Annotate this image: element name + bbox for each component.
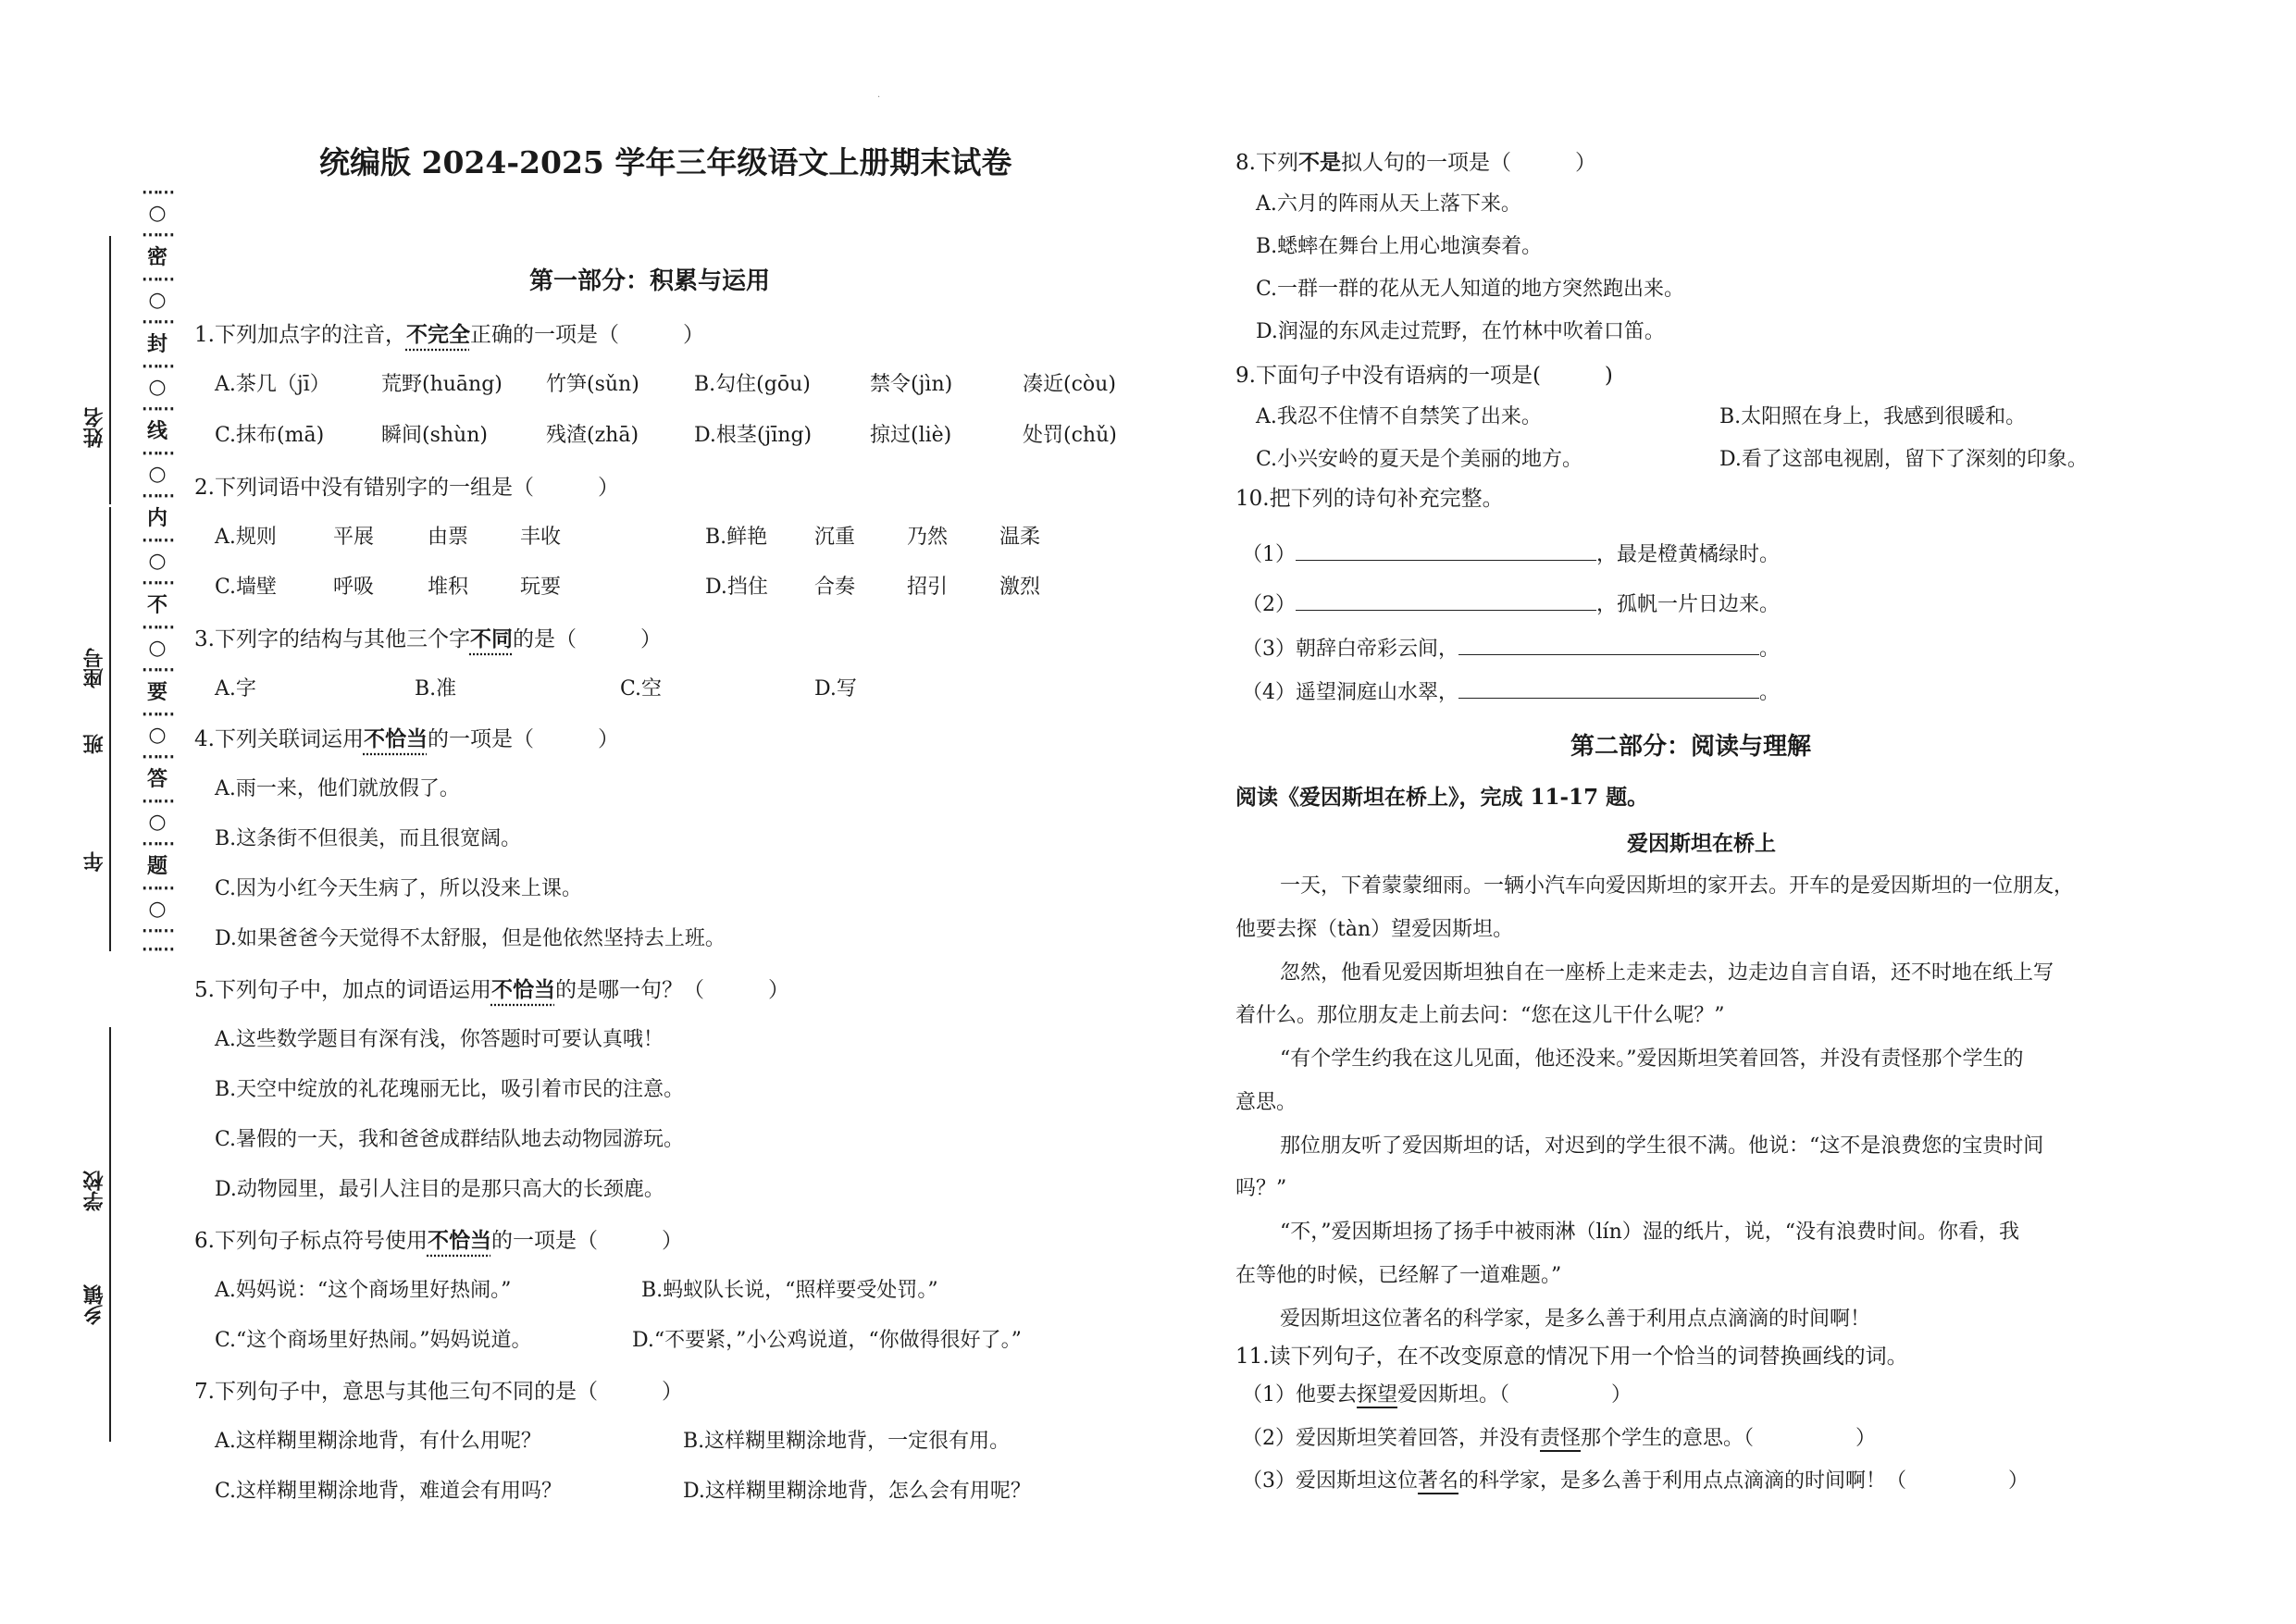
q2-option-a[interactable]: A.规则: [215, 526, 277, 549]
q1-option-a[interactable]: A.茶几（jī）: [215, 373, 330, 396]
q2-option-d[interactable]: D.挡住: [705, 576, 768, 599]
seal-word-ti: 题: [146, 854, 168, 878]
q2-option-b3: 乃然: [907, 526, 949, 549]
school-line: [109, 1027, 111, 1277]
town-line: [109, 1277, 111, 1442]
passage-line-9: “不，”爱因斯坦扬了扬手中被雨淋（lín）湿的纸片，说，“没有浪费时间。你看，我: [1280, 1221, 2019, 1244]
passage-line-6: 意思。: [1235, 1091, 1297, 1114]
q4-option-a[interactable]: A.雨一来，他们就放假了。: [215, 777, 460, 800]
q10-blank-4[interactable]: [1458, 677, 1759, 699]
q5-option-d[interactable]: D.动物园里，最引人注目的是那只高大的长颈鹿。: [215, 1178, 664, 1201]
passage-line-11: 爱因斯坦这位著名的科学家，是多么善于利用点点滴滴的时间啊！: [1280, 1308, 1871, 1331]
passage-line-7: 那位朋友听了爱因斯坦的话，对迟到的学生很不满。他说：“这不是浪费您的宝贵时间: [1280, 1134, 2044, 1158]
q1-option-b3: 凑近(còu): [1023, 373, 1116, 396]
q10-blank-2[interactable]: [1296, 589, 1596, 611]
question-5-stem: 5.下列句子中，加点的词语运用不恰当的是哪一句？（ ）: [194, 977, 789, 1002]
question-4-stem: 4.下列关联词运用不恰当的一项是（ ）: [194, 726, 619, 751]
q4-option-d[interactable]: D.如果爸爸今天觉得不太舒服，但是他依然坚持去上班。: [215, 927, 726, 950]
q10-item-3: （3）朝辞白帝彩云间， 。: [1242, 633, 1780, 662]
school-label: 学校: [82, 1171, 106, 1211]
q1-option-b2: 禁令(jìn): [870, 373, 953, 396]
q4-option-b[interactable]: B.这条街不但很美，而且很宽阔。: [215, 827, 522, 850]
seal-word-mi: 密: [146, 245, 168, 269]
q6-option-a[interactable]: A.妈妈说：“这个商场里好热闹。”: [215, 1279, 512, 1302]
q2-option-d4: 激烈: [999, 576, 1041, 599]
q6-option-c[interactable]: C.“这个商场里好热闹。”妈妈说道。: [215, 1329, 532, 1352]
seal-word-xian: 线: [146, 419, 168, 443]
exam-title: 统编版 2024-2025 学年三年级语文上册期末试卷: [319, 144, 1012, 180]
passage-line-3: 忽然，他看见爱因斯坦独自在一座桥上走来走去，边走边自言自语，还不时地在纸上写: [1280, 961, 2054, 985]
q1-option-d3: 处罚(chǔ): [1023, 424, 1117, 447]
q11-item-3: （3）爱因斯坦这位著名的科学家，是多么善于利用点点滴滴的时间啊！（ ）: [1242, 1469, 2029, 1493]
page-mark: ·: [877, 93, 881, 103]
q9-option-c[interactable]: C.小兴安岭的夏天是个美丽的地方。: [1256, 448, 1583, 471]
seat-line: [109, 507, 111, 951]
name-line: [109, 236, 111, 504]
q3-option-a[interactable]: A.字: [215, 677, 256, 700]
question-9-stem: 9.下面句子中没有语病的一项是( ): [1235, 364, 1613, 388]
passage-line-4: 着什么。那位朋友走上前去问：“您在这儿干什么呢？”: [1235, 1004, 1725, 1027]
seal-word-bu: 不: [146, 593, 168, 617]
q1-option-d2: 掠过(liè): [870, 424, 952, 447]
q5-option-c[interactable]: C.暑假的一天，我和爸爸成群结队地去动物园游玩。: [215, 1128, 685, 1151]
binding-strip: [0, 0, 185, 1624]
q1-option-c2: 瞬间(shùn): [381, 424, 488, 447]
reading-intro: 阅读《爱因斯坦在桥上》，完成 11-17 题。: [1235, 785, 1649, 810]
passage-line-2: 他要去探（tàn）望爱因斯坦。: [1235, 918, 1514, 941]
q11-item-1: （1）他要去探望爱因斯坦。（ ）: [1242, 1383, 1632, 1407]
q8-option-a[interactable]: A.六月的阵雨从天上落下来。: [1256, 192, 1521, 216]
q9-option-b[interactable]: B.太阳照在身上，我感到很暖和。: [1719, 405, 2027, 428]
question-10-stem: 10.把下列的诗句补充完整。: [1235, 487, 1504, 511]
q11-item-2: （2）爱因斯坦笑着回答，并没有责怪那个学生的意思。（ ）: [1242, 1427, 1877, 1450]
seat-label: 座号: [82, 648, 106, 688]
grade-label: 年: [82, 851, 106, 872]
q10-item-1: （1） ，最是橙黄橘绿时。: [1242, 539, 1780, 567]
q2-option-c3: 堆积: [428, 576, 469, 599]
q10-blank-3[interactable]: [1458, 634, 1759, 655]
q2-option-c[interactable]: C.墙壁: [215, 576, 278, 599]
q6-option-d[interactable]: D.“不要紧，”小公鸡说道，“你做得很好了。”: [632, 1329, 1022, 1352]
seal-word-yao: 要: [146, 680, 168, 704]
q4-option-c[interactable]: C.因为小红今天生病了，所以没来上课。: [215, 877, 583, 900]
question-11-stem: 11.读下列句子，在不改变原意的情况下用一个恰当的词替换画线的词。: [1235, 1345, 1908, 1369]
q2-option-a2: 平展: [333, 526, 375, 549]
q1-option-a2: 荒野(huāng): [381, 373, 503, 396]
part2-heading: 第二部分：阅读与理解: [1570, 733, 1812, 761]
passage-line-10: 在等他的时候，已经解了一道难题。”: [1235, 1264, 1562, 1287]
q8-option-b[interactable]: B.蟋蟀在舞台上用心地演奏着。: [1256, 235, 1543, 258]
q2-option-c2: 呼吸: [333, 576, 375, 599]
q2-option-a3: 由票: [428, 526, 469, 549]
q10-item-2: （2） ，孤帆一片日边来。: [1242, 589, 1780, 617]
q8-option-d[interactable]: D.润湿的东风走过荒野，在竹林中吹着口笛。: [1256, 320, 1665, 343]
q1-option-d[interactable]: D.根茎(jīng): [694, 424, 813, 447]
question-2-stem: 2.下列词语中没有错别字的一组是（ ）: [194, 476, 619, 500]
q2-option-d2: 合奏: [814, 576, 856, 599]
seal-word-da: 答: [146, 767, 168, 791]
question-8-stem: 8.下列不是拟人句的一项是（ ）: [1235, 150, 1596, 175]
passage-line-5: “有个学生约我在这儿见面，他还没来。”爱因斯坦笑着回答，并没有责怪那个学生的: [1280, 1048, 2024, 1071]
seal-word-feng: 封: [146, 332, 168, 356]
q1-option-a3: 竹笋(sǔn): [546, 373, 639, 396]
question-6-stem: 6.下列句子标点符号使用不恰当的一项是（ ）: [194, 1228, 683, 1253]
q1-option-c3: 残渣(zhā): [546, 424, 639, 447]
q7-option-a[interactable]: A.这样糊里糊涂地背，有什么用呢？: [215, 1430, 541, 1453]
q2-option-b4: 温柔: [999, 526, 1041, 549]
q10-blank-1[interactable]: [1296, 539, 1596, 561]
question-1-stem: 1.下列加点字的注音，不完全正确的一项是（ ）: [194, 322, 704, 347]
q1-option-b[interactable]: B.勾住(gōu): [694, 373, 811, 396]
q3-option-b[interactable]: B.准: [415, 677, 457, 700]
seal-word-nei: 内: [146, 506, 168, 530]
q8-option-c[interactable]: C.一群一群的花从无人知道的地方突然跑出来。: [1256, 278, 1685, 301]
q3-option-c[interactable]: C.空: [620, 677, 663, 700]
q6-option-b[interactable]: B.蚂蚁队长说，“照样要受处罚。”: [641, 1279, 938, 1302]
seal-column: ⋯⋯ ○ ⋯⋯ 密 ⋯⋯ ○ ⋯⋯ 封 ⋯⋯ ○ ⋯⋯ 线 ⋯⋯ ○ ⋯⋯ 内 ⋯⋯ ○ ⋯⋯ 不 ⋯⋯ ○ ⋯⋯ 要 ⋯⋯ ○ ⋯⋯ 答 ⋯⋯ ○ ⋯⋯ 题 ⋯⋯ ○ ⋯⋯ ⋯⋯: [139, 183, 176, 959]
q1-option-c[interactable]: C.抹布(mā): [215, 424, 325, 447]
q2-option-a4: 丰收: [520, 526, 562, 549]
q7-option-b[interactable]: B.这样糊里糊涂地背，一定很有用。: [683, 1430, 1011, 1453]
q5-option-a[interactable]: A.这些数学题目有深有浅，你答题时可要认真哦！: [215, 1028, 664, 1051]
q2-option-d3: 招引: [907, 576, 949, 599]
q2-option-b[interactable]: B.鲜艳: [705, 526, 768, 549]
q5-option-b[interactable]: B.天空中绽放的礼花瑰丽无比，吸引着市民的注意。: [215, 1078, 685, 1101]
part1-heading: 第一部分：积累与运用: [529, 267, 771, 295]
question-3-stem: 3.下列字的结构与其他三个字不同的是（ ）: [194, 626, 662, 651]
passage-title: 爱因斯坦在桥上: [1627, 831, 1776, 856]
class-label: 班: [82, 734, 106, 754]
q7-option-d[interactable]: D.这样糊里糊涂地背，怎么会有用呢？: [683, 1480, 1031, 1503]
q2-option-c4: 玩要: [520, 576, 562, 599]
q2-option-b2: 沉重: [814, 526, 856, 549]
name-label: 姓名: [82, 407, 106, 448]
q10-item-4: （4）遥望洞庭山水翠， 。: [1242, 676, 1780, 705]
passage-line-1: 一天，下着蒙蒙细雨。一辆小汽车向爱因斯坦的家开去。开车的是爱因斯坦的一位朋友，: [1280, 874, 2075, 898]
question-7-stem: 7.下列句子中，意思与其他三句不同的是（ ）: [194, 1380, 683, 1404]
town-label: 乡镇: [82, 1284, 106, 1325]
passage-line-8: 吗？”: [1235, 1177, 1287, 1200]
q3-option-d[interactable]: D.写: [814, 677, 857, 700]
q9-option-a[interactable]: A.我忍不住情不自禁笑了出来。: [1256, 405, 1542, 428]
q7-option-c[interactable]: C.这样糊里糊涂地背，难道会有用吗？: [215, 1480, 563, 1503]
q9-option-d[interactable]: D.看了这部电视剧，留下了深刻的印象。: [1719, 448, 2088, 471]
